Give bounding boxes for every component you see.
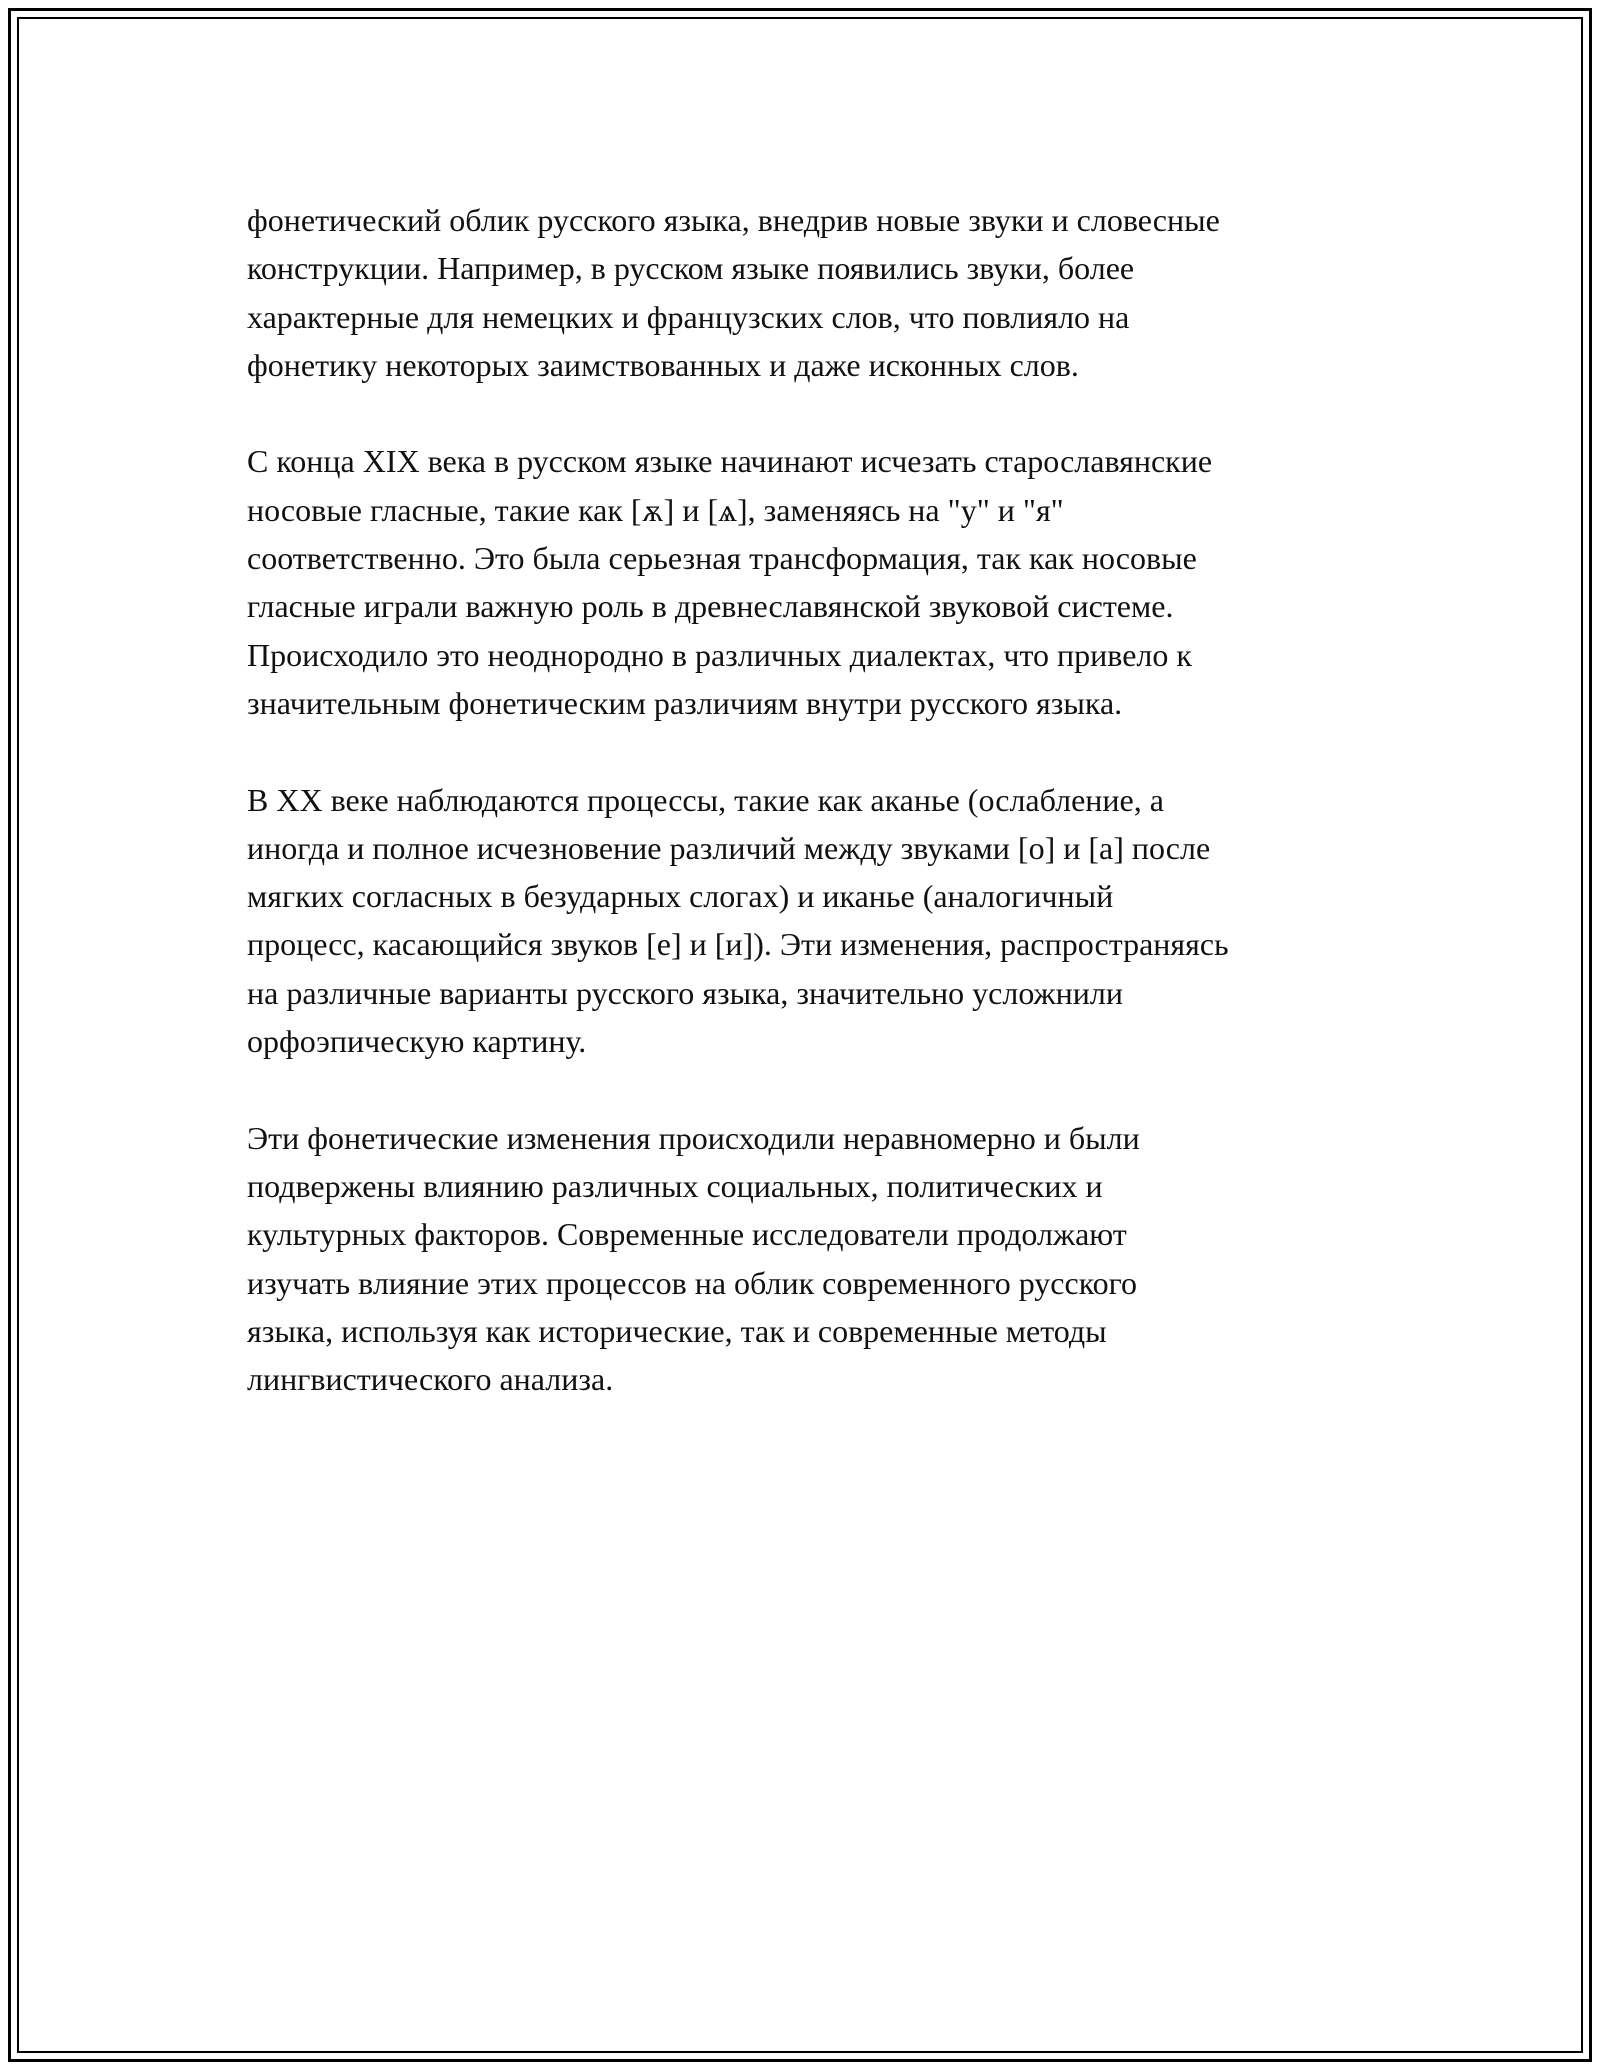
paragraph-2 (247, 437, 1397, 727)
text-line: культурных факторов. Современные исследователи продолжают (247, 1216, 1127, 1253)
text-line: С конца XIX века в русском языке начинают исчезать старославянские (247, 443, 1213, 480)
text-line: конструкции. Например, в русском языке появились звуки, более (247, 250, 1135, 287)
text-line: соответственно. Это была серьезная трансформация, так как носовые (247, 540, 1197, 577)
text-line: орфоэпическую картину. (247, 1023, 587, 1060)
paragraph-3 (247, 776, 1397, 1066)
page-frame (8, 8, 1592, 2062)
text-line: на различные варианты русского языка, значительно усложнили (247, 974, 1123, 1011)
text-line: процесс, касающийся звуков [е] и [и]). Эти изменения, распространяясь (247, 926, 1229, 963)
text-line: носовые гласные, такие как [ѫ] и [ѧ], заменяясь на "у" и "я" (247, 491, 1064, 528)
text-line: характерные для немецких и французских слов, что повлияло на (247, 298, 1130, 335)
text-line: лингвистического анализа. (247, 1361, 614, 1398)
text-line: изучать влияние этих процессов на облик современного русского (247, 1264, 1137, 1301)
text-line: языка, используя как исторические, так и современные методы (247, 1312, 1107, 1349)
text-line: фонетику некоторых заимствованных и даже исконных слов. (247, 346, 1079, 383)
text-line: гласные играли важную роль в древнеславянской звуковой системе. (247, 588, 1174, 625)
text-line: Происходило это неоднородно в различных диалектах, что привело к (247, 636, 1192, 673)
text-line: подвержены влиянию различных социальных, политических и (247, 1167, 1103, 1204)
text-line: Эти фонетические изменения происходили неравномерно и были (247, 1119, 1140, 1156)
text-line: фонетический облик русского языка, внедрив новые звуки и словесные (247, 202, 1220, 238)
text-line: мягких согласных в безударных слогах) и иканье (аналогичный (247, 878, 1114, 915)
text-line: В XX веке наблюдаются процессы, такие как аканье (ослабление, а (247, 781, 1164, 818)
paragraph-1 (247, 196, 1397, 389)
paragraph-4 (247, 1114, 1397, 1404)
text-line: иногда и полное исчезновение различий между звуками [о] и [а] после (247, 829, 1211, 866)
document-body (247, 196, 1397, 1452)
text-line: значительным фонетическим различиям внутри русского языка. (247, 684, 1123, 721)
